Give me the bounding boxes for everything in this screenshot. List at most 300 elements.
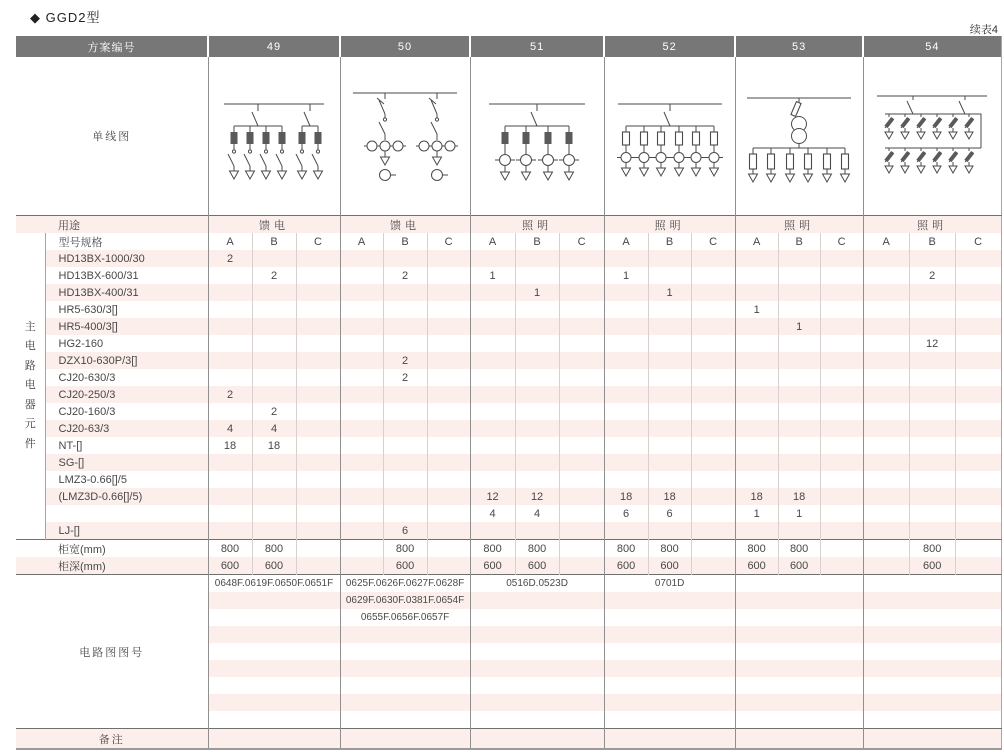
quantity-cell bbox=[863, 505, 909, 522]
quantity-cell bbox=[515, 267, 559, 284]
quantity-cell bbox=[691, 522, 735, 540]
quantity-cell bbox=[820, 335, 863, 352]
quantity-cell bbox=[909, 505, 955, 522]
quantity-cell bbox=[470, 318, 515, 335]
dimension-cell bbox=[955, 557, 1001, 575]
diagram-52-svg bbox=[610, 86, 730, 186]
usage-cell: 馈电 bbox=[340, 216, 470, 234]
quantity-cell bbox=[252, 522, 296, 540]
quantity-cell bbox=[427, 505, 470, 522]
quantity-cell bbox=[909, 369, 955, 386]
quantity-cell: 2 bbox=[252, 267, 296, 284]
subcolumn-header: B bbox=[778, 233, 820, 250]
quantity-cell bbox=[296, 318, 340, 335]
subcolumn-header: B bbox=[648, 233, 691, 250]
quantity-cell bbox=[863, 437, 909, 454]
spec-header-label: 型号规格 bbox=[58, 236, 103, 249]
quantity-cell bbox=[470, 420, 515, 437]
circuit-number-cell bbox=[604, 643, 735, 660]
quantity-cell bbox=[208, 454, 252, 471]
quantity-cell bbox=[820, 437, 863, 454]
quantity-cell bbox=[604, 284, 648, 301]
cabinet-depth-row bbox=[16, 557, 1001, 575]
quantity-cell bbox=[735, 420, 778, 437]
quantity-cell bbox=[559, 437, 604, 454]
circuit-number-cell bbox=[340, 711, 470, 729]
dimension-cell bbox=[559, 557, 604, 575]
quantity-cell bbox=[955, 267, 1001, 284]
quantity-cell bbox=[820, 352, 863, 369]
quantity-cell bbox=[778, 437, 820, 454]
component-row bbox=[16, 386, 1001, 403]
page-title: ◆ GGD2型 bbox=[30, 10, 101, 25]
quantity-cell bbox=[909, 250, 955, 267]
quantity-cell bbox=[863, 488, 909, 505]
quantity-cell: 18 bbox=[778, 488, 820, 505]
scheme-number: 51 bbox=[470, 36, 604, 57]
quantity-cell bbox=[909, 403, 955, 420]
quantity-cell bbox=[820, 318, 863, 335]
quantity-cell bbox=[691, 250, 735, 267]
quantity-cell bbox=[340, 505, 383, 522]
quantity-cell bbox=[515, 403, 559, 420]
quantity-cell bbox=[735, 267, 778, 284]
circuit-number-cell bbox=[604, 626, 735, 643]
quantity-cell bbox=[296, 437, 340, 454]
quantity-cell bbox=[340, 352, 383, 369]
remarks-cell bbox=[340, 729, 470, 750]
quantity-cell bbox=[820, 403, 863, 420]
quantity-cell bbox=[778, 369, 820, 386]
quantity-cell bbox=[955, 352, 1001, 369]
quantity-cell bbox=[383, 335, 427, 352]
quantity-cell bbox=[691, 369, 735, 386]
quantity-cell bbox=[252, 488, 296, 505]
quantity-cell bbox=[427, 250, 470, 267]
quantity-cell bbox=[863, 301, 909, 318]
quantity-cell bbox=[559, 454, 604, 471]
quantity-cell bbox=[820, 369, 863, 386]
quantity-cell: 2 bbox=[383, 352, 427, 369]
circuit-number-cell bbox=[735, 575, 863, 593]
circuit-number-cell bbox=[735, 660, 863, 677]
quantity-cell bbox=[955, 437, 1001, 454]
dimension-cell: 800 bbox=[208, 540, 252, 558]
quantity-cell bbox=[383, 454, 427, 471]
quantity-cell: 1 bbox=[735, 301, 778, 318]
quantity-cell bbox=[470, 335, 515, 352]
quantity-cell: 1 bbox=[778, 318, 820, 335]
quantity-cell bbox=[515, 335, 559, 352]
quantity-cell bbox=[340, 488, 383, 505]
quantity-cell bbox=[778, 352, 820, 369]
dimension-cell: 600 bbox=[735, 557, 778, 575]
quantity-cell bbox=[820, 267, 863, 284]
quantity-cell bbox=[909, 352, 955, 369]
subcolumn-header: C bbox=[427, 233, 470, 250]
quantity-cell bbox=[863, 318, 909, 335]
remarks-cell bbox=[604, 729, 735, 750]
quantity-cell bbox=[604, 437, 648, 454]
quantity-cell bbox=[955, 488, 1001, 505]
circuit-number-cell bbox=[208, 626, 340, 643]
quantity-cell bbox=[691, 454, 735, 471]
quantity-cell bbox=[515, 437, 559, 454]
circuit-number-cell: 0648F.0619F.0650F.0651F bbox=[208, 575, 340, 593]
diagram-51-svg bbox=[475, 84, 599, 188]
circuit-number-cell: 0625F.0626F.0627F.0628F bbox=[340, 575, 470, 593]
quantity-cell bbox=[340, 318, 383, 335]
scheme-number: 52 bbox=[604, 36, 735, 57]
quantity-cell bbox=[691, 471, 735, 488]
circuit-number-cell: 0516D.0523D bbox=[470, 575, 604, 593]
component-label: HR5-630/3[] bbox=[58, 303, 118, 316]
dimension-cell bbox=[559, 540, 604, 558]
component-label: CJ20-630/3 bbox=[58, 371, 116, 384]
component-row bbox=[16, 301, 1001, 318]
remarks-label: 备注 bbox=[16, 729, 208, 750]
dimension-cell bbox=[427, 540, 470, 558]
component-label: CJ20-250/3 bbox=[45, 386, 208, 403]
quantity-cell bbox=[735, 284, 778, 301]
single-line-diagram-49 bbox=[208, 57, 340, 216]
circuit-number-cell bbox=[470, 677, 604, 694]
component-label bbox=[45, 505, 208, 522]
quantity-cell bbox=[559, 420, 604, 437]
circuit-number-cell bbox=[470, 609, 604, 626]
circuit-number-cell bbox=[735, 643, 863, 660]
quantity-cell bbox=[296, 505, 340, 522]
quantity-cell bbox=[648, 403, 691, 420]
quantity-cell bbox=[604, 250, 648, 267]
component-label: HR5-400/3[] bbox=[45, 318, 208, 335]
quantity-cell bbox=[648, 386, 691, 403]
usage-cell: 馈电 bbox=[208, 216, 340, 234]
component-row bbox=[16, 454, 1001, 471]
quantity-cell: 18 bbox=[735, 488, 778, 505]
quantity-cell bbox=[252, 250, 296, 267]
quantity-cell bbox=[470, 250, 515, 267]
single-line-diagram-50 bbox=[340, 57, 470, 216]
subcolumn-header: C bbox=[820, 233, 863, 250]
quantity-cell bbox=[778, 403, 820, 420]
quantity-cell bbox=[208, 505, 252, 522]
quantity-cell bbox=[296, 335, 340, 352]
continued-table-label: 续表4 bbox=[969, 24, 998, 36]
quantity-cell bbox=[296, 403, 340, 420]
quantity-cell: 1 bbox=[735, 505, 778, 522]
side-label-text: 主 电 路 电 器 元 件 bbox=[24, 320, 36, 450]
subcolumn-header: B bbox=[252, 233, 296, 250]
quantity-cell: 4 bbox=[252, 420, 296, 437]
subcolumn-header: A bbox=[863, 233, 909, 250]
quantity-cell bbox=[252, 505, 296, 522]
subcolumn-header: C bbox=[296, 233, 340, 250]
subcolumn-header: B bbox=[909, 233, 955, 250]
quantity-cell: 1 bbox=[470, 267, 515, 284]
quantity-cell bbox=[955, 250, 1001, 267]
quantity-cell bbox=[340, 335, 383, 352]
quantity-cell bbox=[252, 352, 296, 369]
circuit-number-cell bbox=[863, 609, 1001, 626]
quantity-cell bbox=[515, 454, 559, 471]
quantity-cell bbox=[909, 386, 955, 403]
circuit-number-cell: 0629F.0630F.0381F.0654F bbox=[340, 592, 470, 609]
quantity-cell: 4 bbox=[470, 505, 515, 522]
quantity-cell bbox=[340, 437, 383, 454]
quantity-cell bbox=[820, 505, 863, 522]
quantity-cell bbox=[208, 403, 252, 420]
diagram-row-label: 单线图 bbox=[92, 131, 132, 143]
circuit-number-cell bbox=[604, 592, 735, 609]
component-label: SG-[] bbox=[45, 454, 208, 471]
circuit-number-cell bbox=[340, 677, 470, 694]
scheme-spec-table bbox=[16, 36, 1002, 750]
quantity-cell bbox=[559, 335, 604, 352]
quantity-cell bbox=[559, 250, 604, 267]
quantity-cell bbox=[383, 250, 427, 267]
side-label bbox=[16, 233, 45, 540]
circuit-number-cell bbox=[208, 694, 340, 711]
quantity-cell bbox=[778, 301, 820, 318]
quantity-cell bbox=[691, 488, 735, 505]
quantity-cell bbox=[735, 403, 778, 420]
quantity-cell bbox=[515, 369, 559, 386]
component-row bbox=[16, 437, 1001, 454]
quantity-cell bbox=[427, 471, 470, 488]
scheme-number: 50 bbox=[340, 36, 470, 57]
component-row bbox=[16, 369, 1001, 386]
quantity-cell bbox=[863, 250, 909, 267]
circuit-number-cell bbox=[604, 694, 735, 711]
quantity-cell bbox=[955, 318, 1001, 335]
circuit-number-cell bbox=[735, 609, 863, 626]
quantity-cell bbox=[208, 522, 252, 540]
component-row bbox=[16, 284, 1001, 301]
quantity-cell bbox=[515, 420, 559, 437]
circuit-number-cell bbox=[863, 643, 1001, 660]
circuit-number-row bbox=[16, 575, 1001, 593]
dimension-cell: 800 bbox=[470, 540, 515, 558]
quantity-cell bbox=[208, 335, 252, 352]
quantity-cell bbox=[648, 267, 691, 284]
quantity-cell bbox=[252, 335, 296, 352]
dimension-cell: 600 bbox=[208, 557, 252, 575]
quantity-cell bbox=[691, 386, 735, 403]
quantity-cell bbox=[296, 250, 340, 267]
quantity-cell bbox=[427, 386, 470, 403]
quantity-cell bbox=[648, 420, 691, 437]
single-line-diagram-51 bbox=[470, 57, 604, 216]
quantity-cell bbox=[296, 471, 340, 488]
quantity-cell bbox=[515, 301, 559, 318]
quantity-cell bbox=[955, 284, 1001, 301]
quantity-cell: 12 bbox=[515, 488, 559, 505]
quantity-cell bbox=[604, 369, 648, 386]
circuit-number-cell bbox=[470, 643, 604, 660]
quantity-cell bbox=[955, 505, 1001, 522]
subcolumn-header: A bbox=[604, 233, 648, 250]
quantity-cell: 2 bbox=[383, 369, 427, 386]
quantity-cell bbox=[427, 454, 470, 471]
quantity-cell bbox=[604, 352, 648, 369]
quantity-cell bbox=[427, 420, 470, 437]
quantity-cell bbox=[909, 488, 955, 505]
component-label: HD13BX-1000/30 bbox=[45, 250, 208, 267]
circuit-number-cell: 0701D bbox=[604, 575, 735, 593]
quantity-cell bbox=[955, 386, 1001, 403]
quantity-cell bbox=[955, 522, 1001, 540]
quantity-cell bbox=[604, 301, 648, 318]
quantity-cell bbox=[820, 488, 863, 505]
quantity-cell bbox=[252, 284, 296, 301]
quantity-cell bbox=[648, 301, 691, 318]
quantity-cell bbox=[863, 369, 909, 386]
quantity-cell bbox=[909, 471, 955, 488]
quantity-cell bbox=[427, 369, 470, 386]
quantity-cell bbox=[909, 318, 955, 335]
circuit-number-cell bbox=[208, 711, 340, 729]
single-line-diagram-52 bbox=[604, 57, 735, 216]
quantity-cell bbox=[820, 420, 863, 437]
usage-cell: 照明 bbox=[470, 216, 604, 234]
quantity-cell: 2 bbox=[208, 386, 252, 403]
quantity-cell bbox=[909, 284, 955, 301]
quantity-cell bbox=[691, 505, 735, 522]
component-label: LJ-[] bbox=[45, 522, 208, 540]
quantity-cell bbox=[427, 488, 470, 505]
quantity-cell bbox=[340, 369, 383, 386]
quantity-cell bbox=[252, 301, 296, 318]
quantity-cell bbox=[340, 522, 383, 540]
quantity-cell bbox=[691, 284, 735, 301]
quantity-cell bbox=[820, 250, 863, 267]
component-row bbox=[16, 488, 1001, 505]
quantity-cell: 1 bbox=[648, 284, 691, 301]
dimension-cell: 600 bbox=[383, 557, 427, 575]
quantity-cell bbox=[383, 386, 427, 403]
quantity-cell: 4 bbox=[515, 505, 559, 522]
quantity-cell bbox=[515, 522, 559, 540]
quantity-cell bbox=[735, 335, 778, 352]
quantity-cell bbox=[778, 420, 820, 437]
quantity-cell bbox=[778, 267, 820, 284]
quantity-cell bbox=[208, 488, 252, 505]
quantity-cell bbox=[559, 522, 604, 540]
quantity-cell bbox=[559, 386, 604, 403]
quantity-cell bbox=[559, 505, 604, 522]
dimension-cell bbox=[296, 557, 340, 575]
quantity-cell bbox=[340, 267, 383, 284]
circuit-number-cell: 0655F.0656F.0657F bbox=[340, 609, 470, 626]
quantity-cell bbox=[296, 488, 340, 505]
quantity-cell bbox=[863, 267, 909, 284]
quantity-cell bbox=[604, 335, 648, 352]
quantity-cell bbox=[208, 284, 252, 301]
quantity-cell bbox=[470, 522, 515, 540]
dimension-cell: 600 bbox=[515, 557, 559, 575]
dimension-cell: 800 bbox=[604, 540, 648, 558]
quantity-cell bbox=[820, 301, 863, 318]
circuit-number-cell bbox=[863, 575, 1001, 593]
dimension-cell bbox=[427, 557, 470, 575]
quantity-cell bbox=[909, 522, 955, 540]
quantity-cell bbox=[427, 318, 470, 335]
diagram-49-svg bbox=[214, 80, 334, 192]
circuit-number-cell bbox=[735, 626, 863, 643]
quantity-cell bbox=[559, 352, 604, 369]
dimension-cell: 600 bbox=[909, 557, 955, 575]
cabinet-width-row bbox=[16, 540, 1001, 558]
quantity-cell bbox=[208, 267, 252, 284]
circuit-number-cell bbox=[340, 694, 470, 711]
quantity-cell bbox=[648, 352, 691, 369]
subcolumn-header: B bbox=[383, 233, 427, 250]
dimension-cell bbox=[691, 557, 735, 575]
quantity-cell bbox=[955, 471, 1001, 488]
quantity-cell bbox=[735, 437, 778, 454]
quantity-cell bbox=[778, 471, 820, 488]
quantity-cell bbox=[691, 352, 735, 369]
subcolumn-header: B bbox=[515, 233, 559, 250]
quantity-cell bbox=[296, 522, 340, 540]
circuit-number-cell bbox=[604, 609, 735, 626]
quantity-cell bbox=[691, 335, 735, 352]
quantity-cell bbox=[427, 284, 470, 301]
quantity-cell bbox=[778, 454, 820, 471]
dimension-cell: 600 bbox=[252, 557, 296, 575]
quantity-cell bbox=[604, 454, 648, 471]
circuit-number-cell bbox=[863, 626, 1001, 643]
quantity-cell: 12 bbox=[909, 335, 955, 352]
quantity-cell bbox=[252, 386, 296, 403]
circuit-number-cell bbox=[470, 592, 604, 609]
quantity-cell bbox=[340, 471, 383, 488]
quantity-cell bbox=[604, 420, 648, 437]
scheme-number: 49 bbox=[208, 36, 340, 57]
component-label: HD13BX-600/31 bbox=[58, 269, 139, 282]
quantity-cell bbox=[648, 454, 691, 471]
diagram-53-svg bbox=[739, 84, 859, 188]
circuit-number-cell bbox=[863, 711, 1001, 729]
dimension-cell bbox=[296, 540, 340, 558]
circuit-number-cell bbox=[735, 592, 863, 609]
quantity-cell bbox=[735, 250, 778, 267]
quantity-cell bbox=[559, 403, 604, 420]
quantity-cell: 18 bbox=[604, 488, 648, 505]
component-label: HD13BX-400/31 bbox=[45, 284, 208, 301]
quantity-cell bbox=[648, 335, 691, 352]
quantity-cell bbox=[340, 420, 383, 437]
dimension-cell bbox=[955, 540, 1001, 558]
quantity-cell bbox=[735, 369, 778, 386]
quantity-cell bbox=[909, 437, 955, 454]
subcolumn-header: C bbox=[955, 233, 1001, 250]
quantity-cell: 1 bbox=[515, 284, 559, 301]
quantity-cell: 18 bbox=[208, 437, 252, 454]
circuit-number-cell bbox=[340, 626, 470, 643]
circuit-number-cell bbox=[735, 711, 863, 729]
component-row bbox=[16, 318, 1001, 335]
quantity-cell: 6 bbox=[383, 522, 427, 540]
usage-row-label: 用途 bbox=[16, 216, 208, 234]
spec-header-row bbox=[16, 233, 1001, 250]
quantity-cell bbox=[427, 267, 470, 284]
quantity-cell bbox=[559, 267, 604, 284]
quantity-cell bbox=[735, 454, 778, 471]
quantity-cell bbox=[778, 522, 820, 540]
quantity-cell bbox=[470, 454, 515, 471]
